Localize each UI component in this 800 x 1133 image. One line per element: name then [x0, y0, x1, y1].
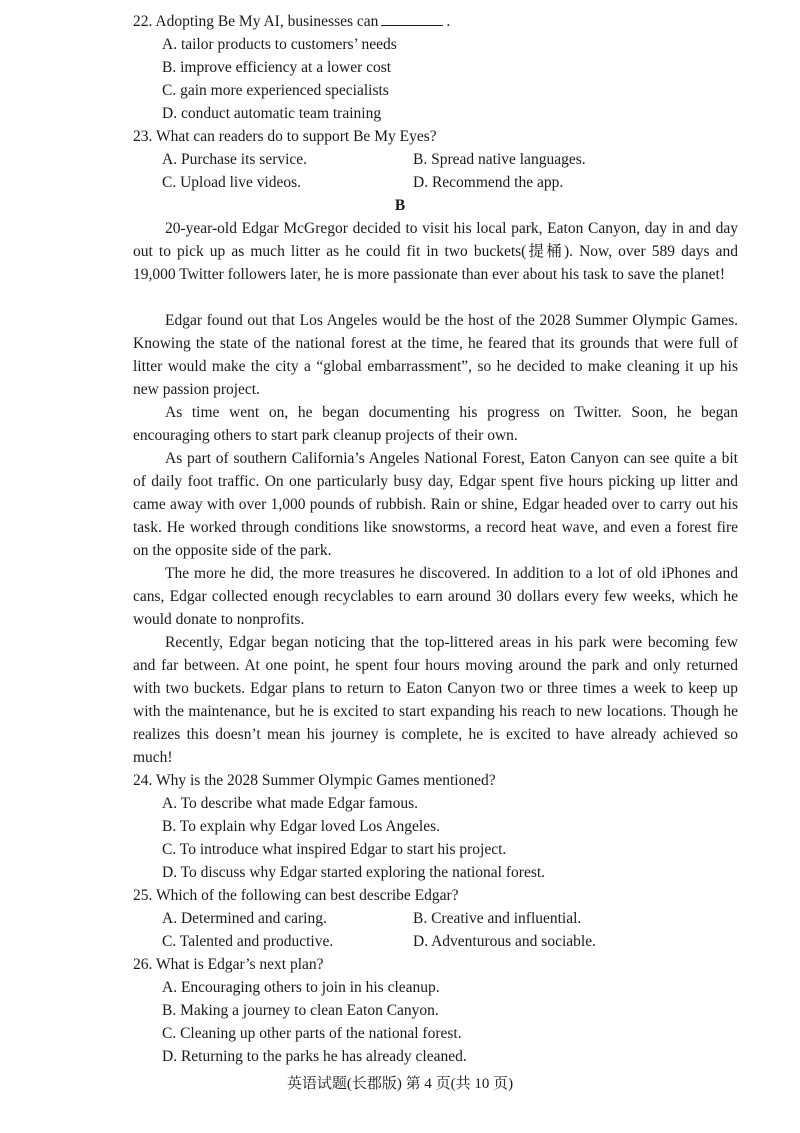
question-22-stem-prefix: 22. Adopting Be My AI, businesses can — [133, 13, 379, 30]
question-24-option-d: D. To discuss why Edgar started exploring the national forest. — [162, 864, 546, 881]
passage-paragraph-4: As part of southern California’s Angeles National Forest, Eaton Canyon can see quite a bit of daily foot traffic. On one particularly busy day, Edgar spent five hours picking up litter and came away with over 1,000 pounds of rubbish. Rain or shine, Edgar headed over to carry out his task. He worked through conditions like snowstorms, a record heat wave, and even a forest fire on the opposite side of the park. — [133, 450, 738, 559]
question-23-option-c: C. Upload live videos. — [162, 174, 302, 191]
question-22-option-d: D. conduct automatic team training — [162, 105, 382, 122]
question-24-option-b: B. To explain why Edgar loved Los Angeles. — [162, 818, 441, 835]
question-26-option-b: B. Making a journey to clean Eaton Canyon. — [162, 1002, 439, 1019]
question-25-option-a: A. Determined and caring. — [162, 910, 327, 927]
passage-paragraph-3: As time went on, he began documenting his progress on Twitter. Soon, he began encouraging others to start park cleanup projects of their own. — [133, 404, 738, 444]
question-22-stem-suffix: . — [446, 13, 451, 30]
passage-paragraph-1: 20-year-old Edgar McGregor decided to visit his local park, Eaton Canyon, day in and day out to pick up as much litter as he could fit in two buckets(提桶). Now, over 589 days and 19,000 Twitter followers later, he is more passionate than ever about his task to save the planet! — [133, 220, 738, 283]
answer-blank — [381, 11, 443, 26]
question-25-option-d: D. Adventurous and sociable. — [413, 933, 596, 950]
question-24-stem: 24. Why is the 2028 Summer Olympic Games mentioned? — [133, 772, 496, 789]
question-25-option-c: C. Talented and productive. — [162, 933, 334, 950]
question-26-option-a: A. Encouraging others to join in his cleanup. — [162, 979, 440, 996]
passage-paragraph-6: Recently, Edgar began noticing that the top-littered areas in his park were becoming few and far between. At one point, he spent four hours moving around the park and only returned with two buckets. Edgar plans to return to Eaton Canyon two or three times a week to keep up with the maintenance, but he is excited to start expanding his reach to new locations. Though he realizes this doesn’t mean his journey is complete, he is excited to have already achieved so much! — [133, 634, 738, 766]
question-22-option-c: C. gain more experienced specialists — [162, 82, 389, 99]
question-26-stem: 26. What is Edgar’s next plan? — [133, 956, 324, 973]
question-24-option-c: C. To introduce what inspired Edgar to start his project. — [162, 841, 507, 858]
passage-paragraph-2: Edgar found out that Los Angeles would be the host of the 2028 Summer Olympic Games. Knowing the state of the national forest at the time, he feared that its grounds that were full of litter would make the city a “global embarrassment”, so he decided to make cleaning it up his new passion project. — [133, 312, 738, 398]
question-22-stem — [133, 10, 450, 33]
question-23-option-b: B. Spread native languages. — [413, 151, 586, 168]
page-footer: 英语试题(长郡版) 第 4 页(共 10 页) — [286, 1076, 514, 1092]
question-23-stem: 23. What can readers do to support Be My Eyes? — [133, 128, 437, 145]
question-22-option-a: A. tailor products to customers’ needs — [162, 36, 397, 53]
question-23-option-a: A. Purchase its service. — [162, 151, 308, 168]
question-23-option-d: D. Recommend the app. — [413, 174, 564, 191]
question-26-option-c: C. Cleaning up other parts of the national forest. — [162, 1025, 462, 1042]
question-25-option-b: B. Creative and influential. — [413, 910, 582, 927]
question-24-option-a: A. To describe what made Edgar famous. — [162, 795, 419, 812]
passage-paragraph-5: The more he did, the more treasures he discovered. In addition to a lot of old iPhones and cans, Edgar collected enough recyclables to earn around 30 dollars every few weeks, which he would donate to nonprofits. — [133, 565, 738, 628]
question-22-option-b: B. improve efficiency at a lower cost — [162, 59, 392, 76]
question-25-stem: 25. Which of the following can best describe Edgar? — [133, 887, 459, 904]
question-26-option-d: D. Returning to the parks he has already cleaned. — [162, 1048, 467, 1065]
section-heading: B — [394, 197, 406, 214]
